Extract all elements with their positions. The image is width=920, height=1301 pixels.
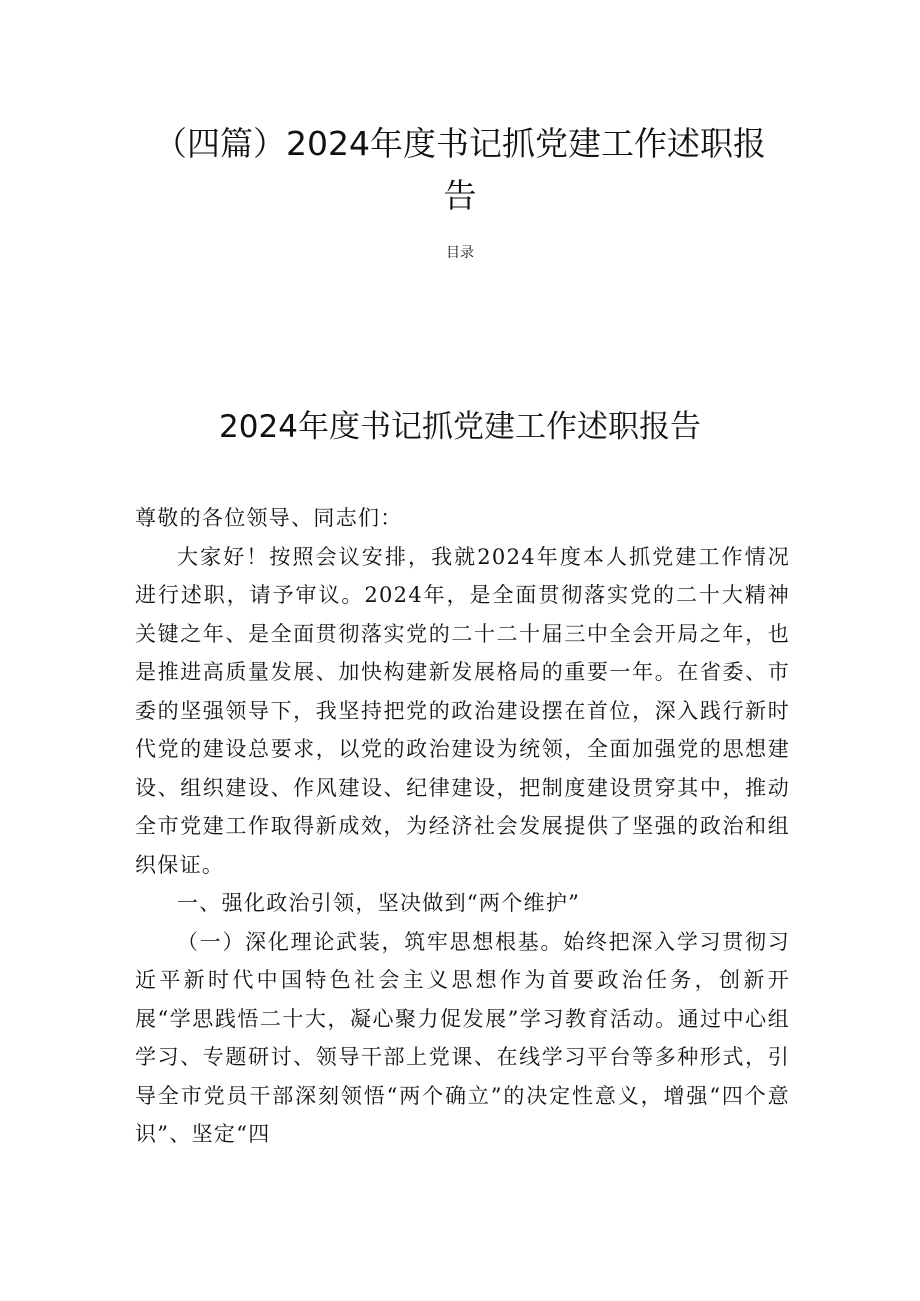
section-heading-1: 一、强化政治引领，坚决做到“两个维护”	[177, 891, 581, 915]
document-title: （四篇）2024年度书记抓党建工作述职报告	[154, 124, 766, 215]
subsection-paragraph-1: （一）深化理论武装，筑牢思想根基。始终把深入学习贯彻习近平新时代中国特色社会主义思想作为首要政治任务，创新开展“学思践悟二十大，凝心聚力促发展”学习教育活动。通过中心组学习、专题研讨、领导干部上党课、在线学习平台等多种形式，引导全市党员干部深刻领悟“两个确立”的决定性意义，增强“四个意识”、坚定“四	[135, 929, 790, 1146]
salutation: 尊敬的各位领导、同志们：	[135, 506, 403, 530]
intro-paragraph: 大家好！按照会议安排，我就2024年度本人抓党建工作情况进行述职，请予审议。2024年，是全面贯彻落实党的二十大精神关键之年、是全面贯彻落实党的二十二十届三中全会开局之年，也是推进高质量发展、加快构建新发展格局的重要一年。在省委、市委的坚强领导下，我坚持把党的政治建设摆在首位，深入践行新时代党的建设总要求，以党的政治建设为统领，全面加强党的思想建设、组织建设、作风建设、纪律建设，把制度建设贯穿其中，推动全市党建工作取得新成效，为经济社会发展提供了坚强的政治和组织保证。	[135, 544, 790, 877]
section-title: 2024年度书记抓党建工作述职报告	[219, 409, 701, 445]
report-body	[135, 499, 790, 1154]
toc-label: 目录	[446, 245, 474, 261]
